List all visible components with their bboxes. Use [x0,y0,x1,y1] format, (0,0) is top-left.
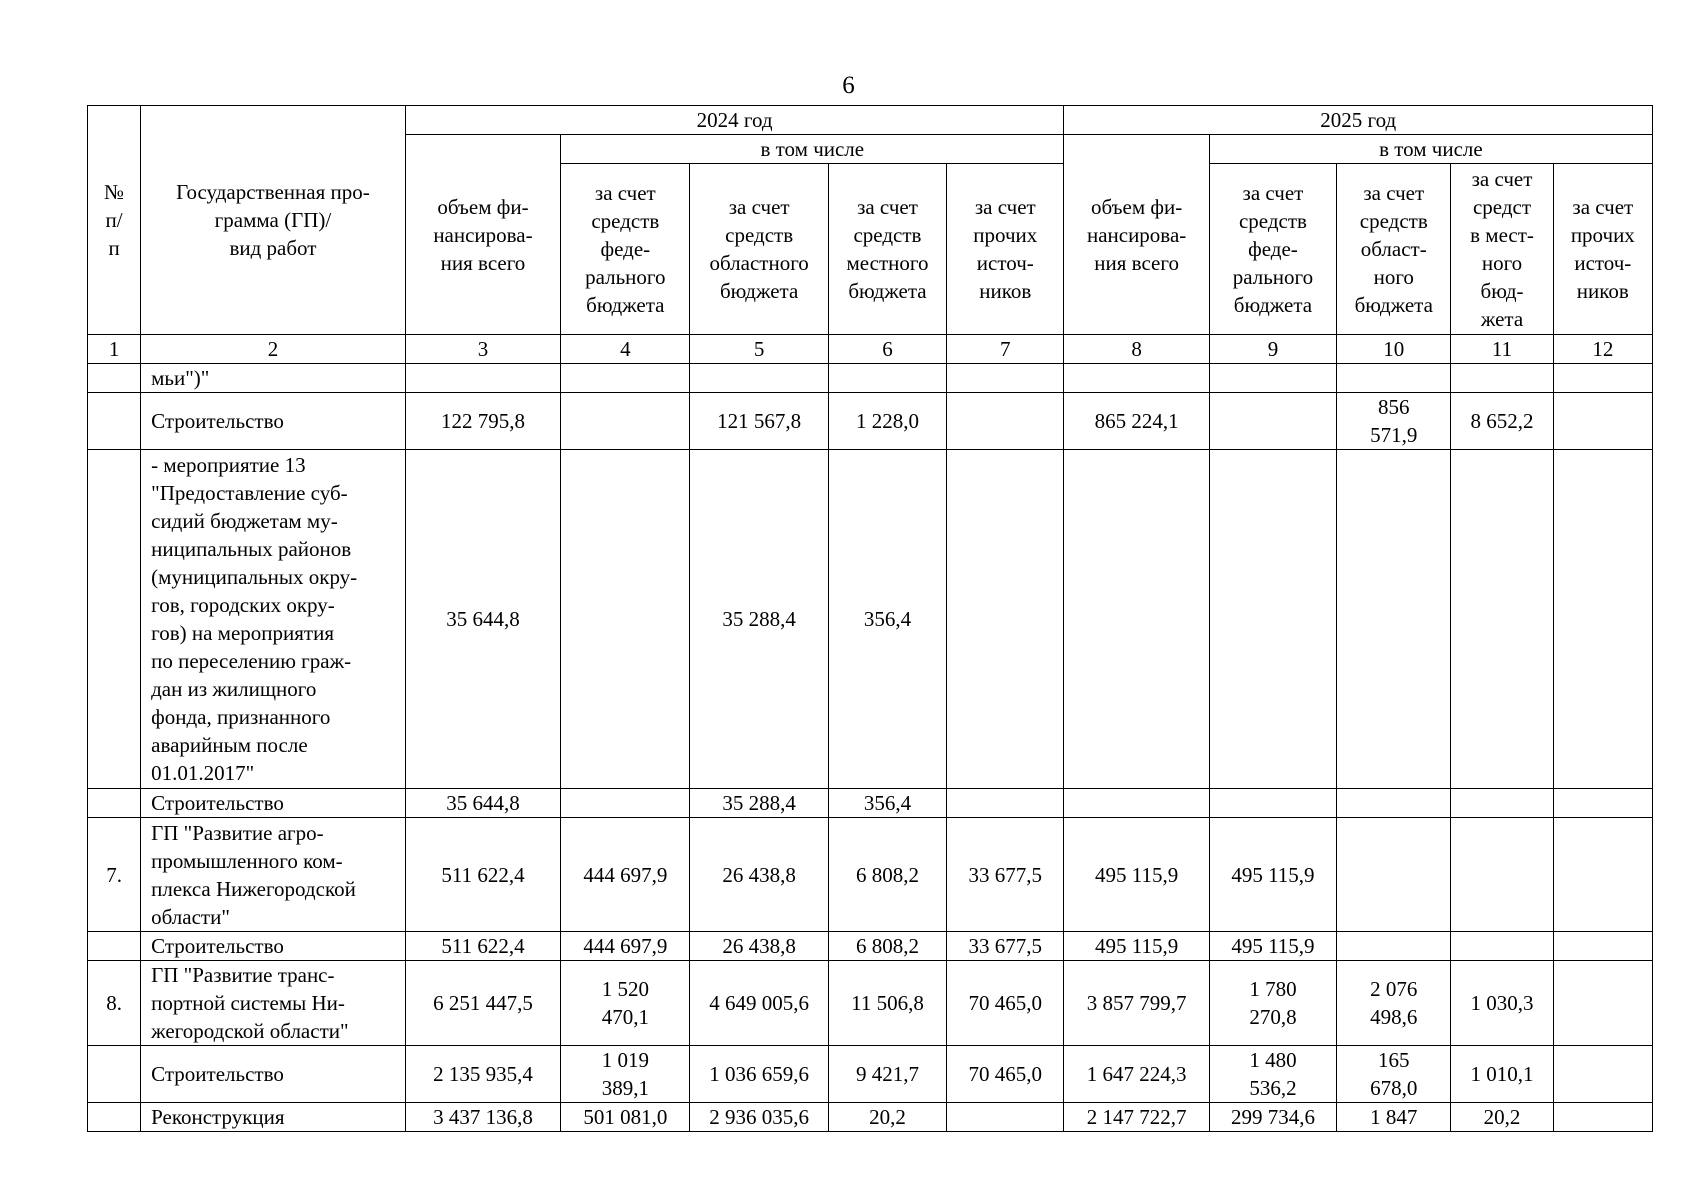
cell-value: 865 224,1 [1064,393,1209,450]
cell-value [947,393,1064,450]
column-number: 8 [1064,335,1209,364]
cell-value: 122 795,8 [405,393,560,450]
header-2025-local: за счет средст в мест- ного бюд- жета [1451,164,1553,335]
column-number: 2 [141,335,406,364]
cell-value [1209,789,1336,818]
cell-value: 35 288,4 [690,450,828,789]
cell-value: 2 936 035,6 [690,1103,828,1132]
page-number: 6 [842,72,855,99]
cell-value [1337,818,1451,932]
cell-value: 1 520 470,1 [561,961,690,1046]
cell-value [561,789,690,818]
cell-value: 4 649 005,6 [690,961,828,1046]
cell-value: 6 251 447,5 [405,961,560,1046]
cell-value: 1 780 270,8 [1209,961,1336,1046]
cell-value [1553,1103,1652,1132]
cell-value [1064,364,1209,393]
row-name: Строительство [141,393,406,450]
header-2024-including: в том числе [561,135,1064,164]
cell-value: 1 847 [1337,1103,1451,1132]
cell-value: 11 506,8 [828,961,946,1046]
cell-value: 1 030,3 [1451,961,1553,1046]
header-2025-total: объем фи- нансирова- ния всего [1064,135,1209,335]
cell-value [1451,450,1553,789]
cell-value [561,364,690,393]
cell-value: 35 644,8 [405,789,560,818]
row-name: ГП "Развитие транс- портной системы Ни- жегородской области" [141,961,406,1046]
column-number: 11 [1451,335,1553,364]
column-number-row [88,335,1653,364]
cell-value: 495 115,9 [1064,818,1209,932]
table-row [88,450,1653,789]
column-number: 3 [405,335,560,364]
table-row [88,1103,1653,1132]
header-2024-federal: за счет средств феде- рального бюджета [561,164,690,335]
cell-value: 20,2 [1451,1103,1553,1132]
row-number [88,932,141,961]
cell-value [1553,393,1652,450]
cell-value: 356,4 [828,789,946,818]
column-number: 5 [690,335,828,364]
cell-value [1553,932,1652,961]
cell-value: 444 697,9 [561,818,690,932]
row-name: - мероприятие 13 "Предоставление суб- сидий бюджетам му- ниципальных районов (муниципальных окру- гов, городских окру- гов) на мероприятия по переселению граж- дан из жилищного фонда, признанного аварийным после 01.01.2017" [141,450,406,789]
cell-value [1337,789,1451,818]
header-year-2024: 2024 год [405,106,1064,135]
cell-value: 299 734,6 [1209,1103,1336,1132]
cell-value: 70 465,0 [947,961,1064,1046]
header-2024-other: за счет прочих источ- ников [947,164,1064,335]
header-no: № п/ п [88,106,141,335]
column-number: 7 [947,335,1064,364]
cell-value [1337,450,1451,789]
cell-value: 1 010,1 [1451,1046,1553,1103]
cell-value [947,364,1064,393]
cell-value [947,1103,1064,1132]
cell-value [1209,450,1336,789]
cell-value: 3 857 799,7 [1064,961,1209,1046]
row-number [88,789,141,818]
cell-value: 2 147 722,7 [1064,1103,1209,1132]
cell-value: 35 644,8 [405,450,560,789]
row-number [88,364,141,393]
header-2024-total: объем фи- нансирова- ния всего [405,135,560,335]
column-number: 9 [1209,335,1336,364]
cell-value: 26 438,8 [690,818,828,932]
table-row [88,364,1653,393]
cell-value [1553,789,1652,818]
row-name: Строительство [141,789,406,818]
cell-value [1064,450,1209,789]
header-2024-regional: за счет средств областного бюджета [690,164,828,335]
column-number: 10 [1337,335,1451,364]
cell-value: 1 019 389,1 [561,1046,690,1103]
row-name: Реконструкция [141,1103,406,1132]
cell-value [828,364,946,393]
table-row [88,789,1653,818]
cell-value [690,364,828,393]
cell-value: 26 438,8 [690,932,828,961]
cell-value [947,789,1064,818]
cell-value: 9 421,7 [828,1046,946,1103]
table-row [88,818,1653,932]
cell-value: 3 437 136,8 [405,1103,560,1132]
header-2024-local: за счет средств местного бюджета [828,164,946,335]
header-2025-including: в том числе [1209,135,1652,164]
header-program: Государственная про- грамма (ГП)/ вид работ [141,106,406,335]
cell-value: 70 465,0 [947,1046,1064,1103]
cell-value: 20,2 [828,1103,946,1132]
column-number: 4 [561,335,690,364]
cell-value: 356,4 [828,450,946,789]
row-number [88,1103,141,1132]
header-2025-other: за счет прочих источ- ников [1553,164,1652,335]
table-row [88,393,1653,450]
cell-value [1553,364,1652,393]
cell-value: 1 480 536,2 [1209,1046,1336,1103]
cell-value [405,364,560,393]
budget-table [87,105,1653,1132]
row-number: 7. [88,818,141,932]
cell-value: 2 076 498,6 [1337,961,1451,1046]
cell-value: 501 081,0 [561,1103,690,1132]
cell-value: 6 808,2 [828,932,946,961]
row-number [88,393,141,450]
row-name: Строительство [141,1046,406,1103]
cell-value [947,450,1064,789]
cell-value [1337,364,1451,393]
cell-value [1337,932,1451,961]
cell-value: 495 115,9 [1209,818,1336,932]
cell-value: 2 135 935,4 [405,1046,560,1103]
cell-value [1064,789,1209,818]
header-row-years [88,106,1653,135]
cell-value [1451,789,1553,818]
table-row [88,961,1653,1046]
cell-value [1553,961,1652,1046]
row-number [88,1046,141,1103]
column-number: 1 [88,335,141,364]
cell-value [1209,393,1336,450]
cell-value [1553,1046,1652,1103]
row-name: мьи")" [141,364,406,393]
header-2025-regional: за счет средств област- ного бюджета [1337,164,1451,335]
row-name: Строительство [141,932,406,961]
cell-value [561,450,690,789]
cell-value: 33 677,5 [947,932,1064,961]
row-number: 8. [88,961,141,1046]
cell-value [1451,364,1553,393]
cell-value: 856 571,9 [1337,393,1451,450]
table-row [88,1046,1653,1103]
table-row [88,932,1653,961]
cell-value: 165 678,0 [1337,1046,1451,1103]
cell-value: 6 808,2 [828,818,946,932]
cell-value: 35 288,4 [690,789,828,818]
header-year-2025: 2025 год [1064,106,1653,135]
cell-value [1553,450,1652,789]
cell-value [1209,364,1336,393]
cell-value: 121 567,8 [690,393,828,450]
cell-value [561,393,690,450]
row-name: ГП "Развитие агро- промышленного ком- плекса Нижегородской области" [141,818,406,932]
row-number [88,450,141,789]
header-2025-federal: за счет средств феде- рального бюджета [1209,164,1336,335]
cell-value: 495 115,9 [1064,932,1209,961]
cell-value [1451,932,1553,961]
cell-value [1451,818,1553,932]
cell-value: 511 622,4 [405,818,560,932]
cell-value: 8 652,2 [1451,393,1553,450]
cell-value: 33 677,5 [947,818,1064,932]
cell-value: 1 647 224,3 [1064,1046,1209,1103]
cell-value: 495 115,9 [1209,932,1336,961]
cell-value [1553,818,1652,932]
cell-value: 444 697,9 [561,932,690,961]
cell-value: 1 036 659,6 [690,1046,828,1103]
cell-value: 511 622,4 [405,932,560,961]
column-number: 12 [1553,335,1652,364]
column-number: 6 [828,335,946,364]
cell-value: 1 228,0 [828,393,946,450]
